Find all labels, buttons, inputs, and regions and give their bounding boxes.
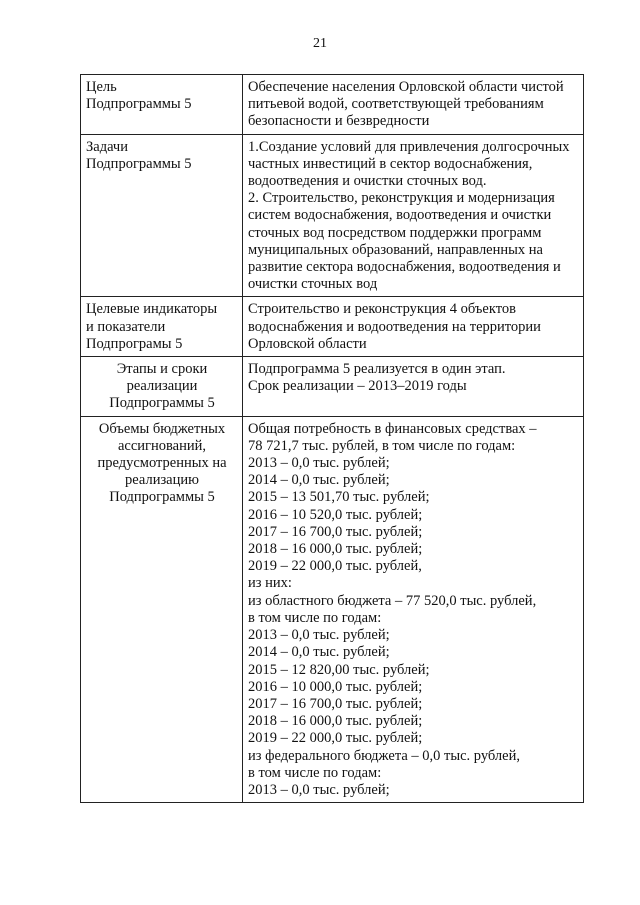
label-line: Подпрограммы 5	[109, 489, 215, 506]
content-line: 2013 – 0,0 тыс. рублей;	[248, 781, 390, 798]
content-line: сточных вод посредством поддержки программ	[248, 224, 542, 241]
row-content	[243, 134, 584, 297]
label-line: Объемы бюджетных	[98, 420, 226, 437]
row-label	[81, 75, 243, 135]
content-line: 2015 – 13 501,70 тыс. рублей;	[248, 489, 430, 506]
table-row-goal	[81, 75, 584, 135]
label-line: Задачи	[86, 138, 128, 155]
subprogram-passport-table	[80, 74, 584, 803]
content-line: очистки сточных вод	[248, 276, 378, 293]
content-line: Обеспечение населения Орловской области чистой	[248, 79, 564, 95]
content-line: в том числе по годам:	[248, 764, 382, 781]
content-line: 2017 – 16 700,0 тыс. рублей;	[248, 523, 423, 540]
content-line: Строительство и реконструкция 4 объектов	[248, 301, 516, 318]
row-label	[81, 134, 243, 297]
label-line: Подпрограммы 5	[109, 395, 215, 412]
content-line: водоотведения и очистки сточных вод.	[248, 173, 487, 190]
row-content	[243, 416, 584, 802]
label-line: реализации	[126, 378, 198, 395]
content-line: Срок реализации – 2013–2019 годы	[248, 378, 467, 395]
content-line: в том числе по годам:	[248, 609, 382, 626]
content-line: муниципальных образований, направленных на	[248, 241, 543, 258]
table-row-tasks	[81, 134, 584, 297]
label-line: Целевые индикаторы	[86, 301, 218, 318]
content-line: 78 721,7 тыс. рублей, в том числе по годам:	[248, 437, 516, 454]
content-line: водоснабжения и водоотведения на территории	[248, 318, 541, 335]
label-line: Подпрограммы 5	[86, 155, 192, 172]
row-label	[81, 416, 243, 802]
content-line: развитие сектора водоснабжения, водоотведения и	[248, 259, 561, 276]
content-line: из областного бюджета – 77 520,0 тыс. рублей,	[248, 592, 537, 609]
content-line: Подпрограмма 5 реализуется в один этап.	[248, 361, 506, 378]
label-line: Подпрограммы 5	[86, 96, 192, 113]
page-number: 21	[313, 36, 327, 51]
table-row-indicators	[81, 297, 584, 357]
content-line: 2017 – 16 700,0 тыс. рублей;	[248, 695, 423, 712]
content-line: 2016 – 10 000,0 тыс. рублей;	[248, 678, 423, 695]
table-row-budget	[81, 416, 584, 802]
content-line: 2019 – 22 000,0 тыс. рублей,	[248, 558, 422, 575]
content-line: 2014 – 0,0 тыс. рублей;	[248, 644, 390, 661]
content-line: 2018 – 16 000,0 тыс. рублей;	[248, 541, 423, 558]
content-line: Общая потребность в финансовых средствах –	[248, 420, 537, 437]
label-line: предусмотренных на	[97, 455, 227, 472]
content-line: из федерального бюджета – 0,0 тыс. рублей,	[248, 747, 520, 764]
label-line: ассигнований,	[117, 437, 207, 454]
content-line: частных инвестиций в сектор водоснабжения,	[248, 155, 533, 172]
content-line: из них:	[248, 575, 292, 592]
row-content	[243, 357, 584, 417]
label-line: Цель	[86, 79, 117, 95]
row-label	[81, 297, 243, 357]
content-line: 2013 – 0,0 тыс. рублей;	[248, 627, 390, 644]
content-line: 2015 – 12 820,00 тыс. рублей;	[248, 661, 430, 678]
label-line: Подпрограмы 5	[86, 335, 183, 352]
content-line: питьевой водой, соответствующей требованиям	[248, 96, 544, 113]
content-line: 2. Строительство, реконструкция и модернизация	[248, 190, 555, 207]
content-line: 2013 – 0,0 тыс. рублей;	[248, 455, 390, 472]
table-row-stages	[81, 357, 584, 417]
content-line: безопасности и безвредности	[248, 113, 430, 130]
content-line: систем водоснабжения, водоотведения и очистки	[248, 207, 552, 224]
content-line: 2018 – 16 000,0 тыс. рублей;	[248, 713, 423, 730]
content-line: 1.Создание условий для привлечения долгосрочных	[248, 138, 570, 155]
row-content	[243, 75, 584, 135]
content-line: 2019 – 22 000,0 тыс. рублей;	[248, 730, 423, 747]
label-line: и показатели	[86, 318, 166, 335]
content-line: 2016 – 10 520,0 тыс. рублей;	[248, 506, 423, 523]
content-line: Орловской области	[248, 335, 367, 352]
content-line: 2014 – 0,0 тыс. рублей;	[248, 472, 390, 489]
label-line: Этапы и сроки	[116, 361, 208, 378]
row-label	[81, 357, 243, 417]
label-line: реализацию	[125, 472, 199, 489]
row-content	[243, 297, 584, 357]
